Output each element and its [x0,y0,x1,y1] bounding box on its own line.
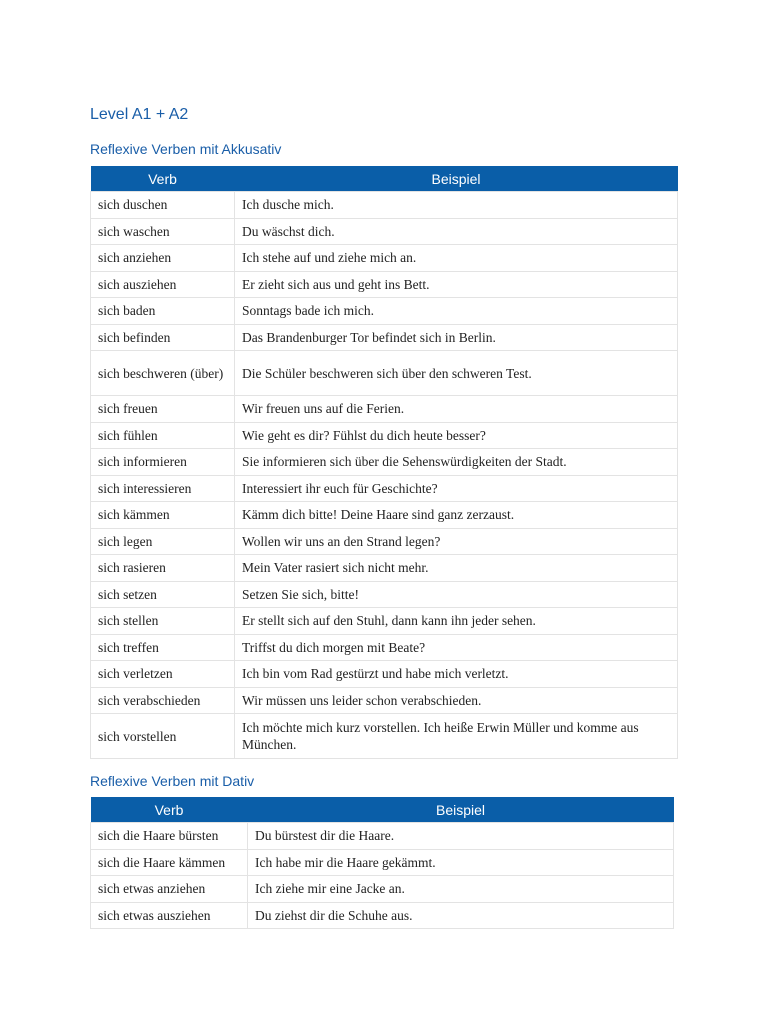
table-header-row [91,166,678,192]
akkusativ-section-title: Reflexive Verben mit Akkusativ [90,141,282,157]
beispiel-cell: Sie informieren sich über die Sehenswürdigkeiten der Stadt. [235,449,678,476]
beispiel-cell: Ich bin vom Rad gestürzt und habe mich verletzt. [235,661,678,688]
verb-cell: sich vorstellen [91,714,235,759]
beispiel-cell: Mein Vater rasiert sich nicht mehr. [235,555,678,582]
beispiel-cell: Er zieht sich aus und geht ins Bett. [235,271,678,298]
table-row [91,422,678,449]
beispiel-cell: Triffst du dich morgen mit Beate? [235,634,678,661]
column-header-beispiel: Beispiel [235,166,678,192]
verb-cell: sich fühlen [91,422,235,449]
verb-cell: sich duschen [91,192,235,219]
beispiel-cell: Du wäschst dich. [235,218,678,245]
verb-cell: sich baden [91,298,235,325]
table-row [91,271,678,298]
verb-cell: sich etwas ausziehen [91,902,248,929]
table-row [91,298,678,325]
table-row [91,396,678,423]
akkusativ-table-body [91,192,678,759]
level-heading: Level A1 + A2 [90,106,189,123]
table-row [91,555,678,582]
beispiel-cell: Wir freuen uns auf die Ferien. [235,396,678,423]
table-row [91,714,678,759]
column-header-beispiel: Beispiel [248,797,674,823]
table-header-row [91,797,674,823]
verb-cell: sich interessieren [91,475,235,502]
verb-cell: sich anziehen [91,245,235,272]
beispiel-cell: Sonntags bade ich mich. [235,298,678,325]
verb-cell: sich treffen [91,634,235,661]
verb-cell: sich verletzen [91,661,235,688]
beispiel-cell: Wollen wir uns an den Strand legen? [235,528,678,555]
table-row [91,351,678,396]
beispiel-cell: Das Brandenburger Tor befindet sich in Berlin. [235,324,678,351]
verb-cell: sich beschweren (über) [91,351,235,396]
verb-cell: sich freuen [91,396,235,423]
beispiel-cell: Interessiert ihr euch für Geschichte? [235,475,678,502]
dativ-table [90,797,674,929]
verb-cell: sich waschen [91,218,235,245]
verb-cell: sich etwas anziehen [91,876,248,903]
table-row [91,324,678,351]
verb-cell: sich stellen [91,608,235,635]
beispiel-cell: Ich möchte mich kurz vorstellen. Ich heiße Erwin Müller und komme aus München. [235,714,678,759]
table-row [91,876,674,903]
table-row [91,823,674,850]
verb-cell: sich verabschieden [91,687,235,714]
verb-cell: sich ausziehen [91,271,235,298]
beispiel-cell: Wir müssen uns leider schon verabschieden. [235,687,678,714]
beispiel-cell: Er stellt sich auf den Stuhl, dann kann ihn jeder sehen. [235,608,678,635]
table-row [91,581,678,608]
table-row [91,192,678,219]
verb-cell: sich setzen [91,581,235,608]
dativ-section-title: Reflexive Verben mit Dativ [90,773,255,789]
beispiel-cell: Du bürstest dir die Haare. [248,823,674,850]
verb-cell: sich kämmen [91,502,235,529]
verb-cell: sich befinden [91,324,235,351]
table-row [91,502,678,529]
beispiel-cell: Setzen Sie sich, bitte! [235,581,678,608]
beispiel-cell: Ich habe mir die Haare gekämmt. [248,849,674,876]
beispiel-cell: Du ziehst dir die Schuhe aus. [248,902,674,929]
beispiel-cell: Ich dusche mich. [235,192,678,219]
akkusativ-table [90,166,678,759]
verb-cell: sich informieren [91,449,235,476]
dativ-table-body [91,823,674,929]
beispiel-cell: Die Schüler beschweren sich über den schweren Test. [235,351,678,396]
table-row [91,849,674,876]
table-row [91,218,678,245]
column-header-verb: Verb [91,797,248,823]
table-row [91,902,674,929]
verb-cell: sich legen [91,528,235,555]
table-row [91,634,678,661]
table-row [91,608,678,635]
verb-cell: sich rasieren [91,555,235,582]
beispiel-cell: Ich ziehe mir eine Jacke an. [248,876,674,903]
table-row [91,475,678,502]
beispiel-cell: Wie geht es dir? Fühlst du dich heute besser? [235,422,678,449]
verb-cell: sich die Haare bürsten [91,823,248,850]
verb-cell: sich die Haare kämmen [91,849,248,876]
table-row [91,449,678,476]
table-row [91,661,678,688]
table-row [91,245,678,272]
column-header-verb: Verb [91,166,235,192]
table-row [91,687,678,714]
beispiel-cell: Kämm dich bitte! Deine Haare sind ganz zerzaust. [235,502,678,529]
table-row [91,528,678,555]
beispiel-cell: Ich stehe auf und ziehe mich an. [235,245,678,272]
